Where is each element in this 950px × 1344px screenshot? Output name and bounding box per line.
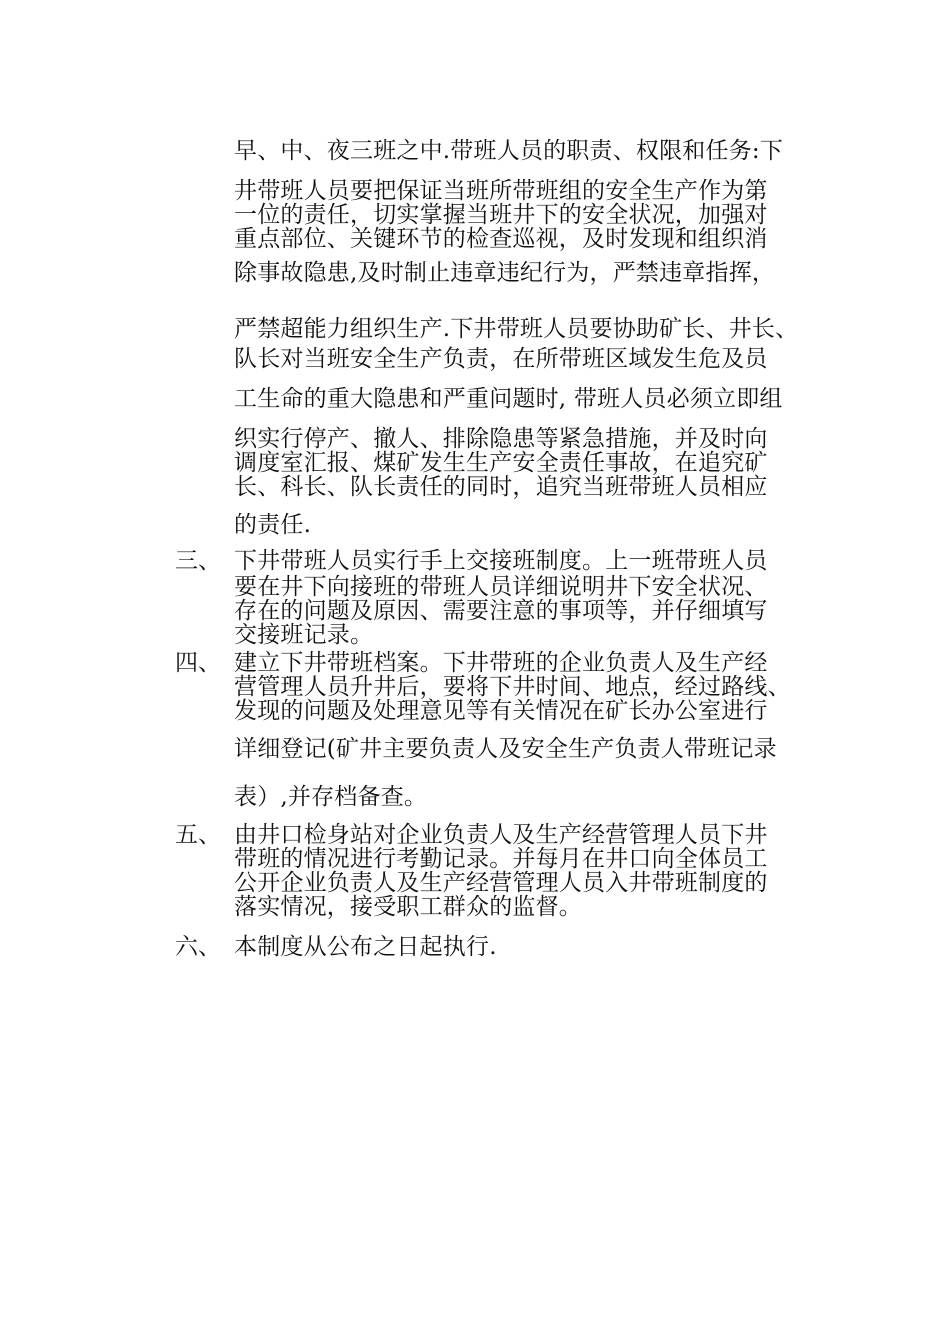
paragraph-line: 一位的责任，切实掌握当班井下的安全状况，加强对: [234, 202, 768, 228]
item-line: 营管理人员升井后，要将下井时间、地点，经过路线、: [234, 674, 791, 700]
item-line: 交接班记录。: [234, 622, 374, 648]
paragraph-line: 长、科长、队长责任的同时，追究当班带班人员相应: [234, 474, 768, 500]
paragraph-line: 工生命的重大隐患和严重问题时, 带班人员必须立即组: [234, 386, 783, 412]
paragraph-line: 严禁超能力组织生产.下井带班人员要协助矿长、井长、: [234, 316, 799, 342]
paragraph-line: 织实行停产、撤人、排除隐患等紧急措施，并及时向: [234, 426, 768, 452]
item-line: 表）,并存档备查。: [234, 784, 428, 810]
item-line: 落实情况，接受职工群众的监督。: [234, 894, 582, 920]
item-number: 五、: [175, 822, 221, 848]
item-line: 要在井下向接班的带班人员详细说明井下安全状况、: [234, 574, 768, 600]
item-line: 发现的问题及处理意见等有关情况在矿长办公室进行: [234, 698, 768, 724]
item-line: 由井口检身站对企业负责人及生产经营管理人员下井: [234, 822, 768, 848]
paragraph-line: 除事故隐患,及时制止违章违纪行为，严禁违章指挥，: [234, 260, 776, 286]
paragraph-line: 早、中、夜三班之中.带班人员的职责、权限和任务:下: [234, 138, 784, 164]
item-line: 本制度从公布之日起执行.: [234, 934, 497, 960]
paragraph-line: 队长对当班安全生产负责，在所带班区域发生危及员: [234, 346, 768, 372]
item-line: 建立下井带班档案。下井带班的企业负责人及生产经: [234, 650, 768, 676]
paragraph-line: 的责任.: [234, 512, 312, 538]
paragraph-line: 井带班人员要把保证当班所带班组的安全生产作为第: [234, 178, 768, 204]
item-line: 公开企业负责人及生产经营管理人员入井带班制度的: [234, 870, 768, 896]
paragraph-line: 重点部位、关键环节的检查巡视，及时发现和组织消: [234, 226, 768, 252]
paragraph-line: 调度室汇报、煤矿发生生产安全责任事故，在追究矿: [234, 450, 768, 476]
item-line: 带班的情况进行考勤记录。并每月在井口向全体员工: [234, 846, 768, 872]
item-line: 下井带班人员实行手上交接班制度。上一班带班人员: [234, 548, 768, 574]
item-number: 六、: [175, 934, 221, 960]
item-number: 三、: [175, 548, 221, 574]
item-line: 存在的问题及原因、需要注意的事项等，并仔细填写: [234, 598, 768, 624]
item-number: 四、: [175, 650, 221, 676]
item-line: 详细登记(矿井主要负责人及安全生产负责人带班记录: [234, 736, 777, 762]
